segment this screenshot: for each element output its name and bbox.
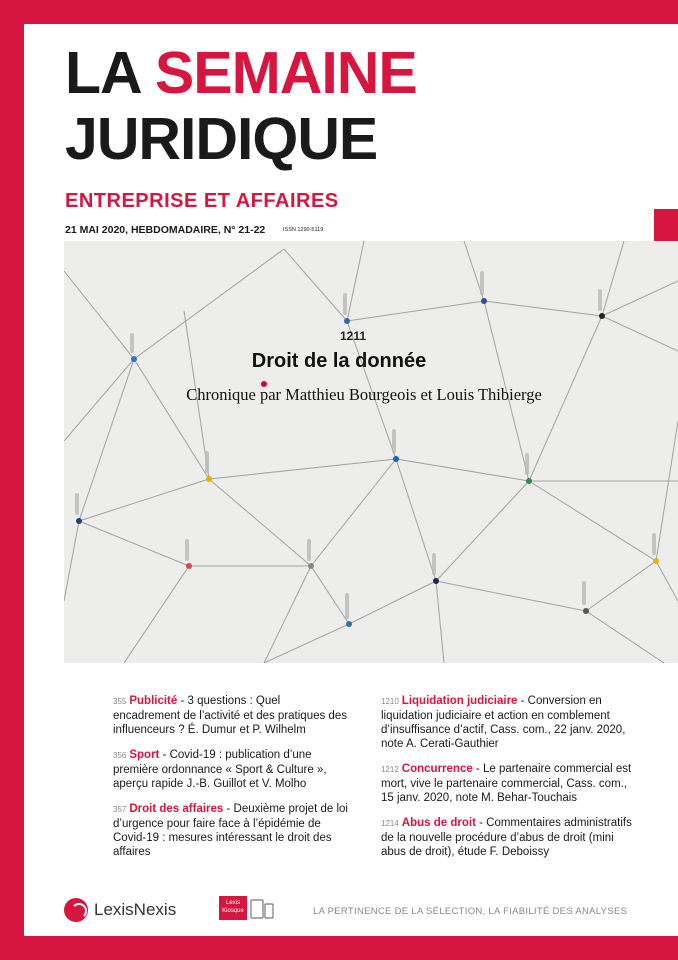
right-border-gap-bottom (654, 663, 678, 936)
feature-article-number: 1211 (340, 329, 367, 343)
network-illustration (64, 241, 678, 663)
cover-photo-network (64, 241, 678, 663)
bottom-border (0, 936, 678, 960)
masthead-title-line2: JURIDIQUE (65, 106, 378, 172)
masthead-subtitle: ENTREPRISE ET AFFAIRES (65, 190, 339, 212)
feature-title: Droit de la donnée (251, 350, 427, 372)
articles-right-column (381, 694, 636, 870)
article-item: 356 Sport - Covid-19 : publication d’une première ordonnance « Sport & Culture », aperçu rapide J.-B. Guillot et V. Molho (113, 749, 327, 790)
article-item: 1212 Concurrence - Le partenaire commercial est mort, vive le partenaire commercial, Cass. com., 15 janv. 2020, note M. Behar-Touchais (381, 763, 632, 804)
article-item: 357 Droit des affaires - Deuxième projet de loi d’urgence pour faire face à l’épidémie de Covid-19 : mesures intéressant le droit des affaires (113, 803, 348, 858)
article-item: 1210 Liquidation judiciaire - Conversion en liquidation judiciaire et action en comblement d’insuffisance d’actif, Cass. com., 22 janv. 2020, note A. Cerati-Gauthier (381, 695, 626, 750)
issn: ISSN 1290-5119 (283, 227, 324, 233)
masthead-title-line1: LA SEMAINE (65, 40, 417, 106)
left-border (0, 24, 24, 936)
lexisnexis-logo-icon (64, 898, 88, 922)
kiosque-badge: Lexis Kiosque (219, 896, 247, 920)
issue-dateline: 21 MAI 2020, HEBDOMADAIRE, N° 21-22 (65, 224, 266, 236)
footer-tagline: LA PERTINENCE DE LA SÉLECTION, LA FIABILITÉ DES ANALYSES (313, 906, 628, 917)
devices-icon (250, 897, 274, 921)
article-item: 1214 Abus de droit - Commentaires administratifs de la nouvelle procédure d’abus de droit (mini abus de droit), étude F. Deboissy (381, 817, 632, 858)
articles-left-column (113, 694, 348, 870)
brand-name: LexisNexis (94, 900, 177, 919)
right-border-gap-top (654, 24, 678, 209)
feature-subtitle: Chronique par Matthieu Bourgeois et Louis Thibierge (186, 385, 542, 404)
top-border (0, 0, 678, 24)
lexisnexis-logo (64, 896, 176, 924)
article-item: 355 Publicité - 3 questions : Quel encadrement de l’activité et des pratiques des influenceurs ? É. Dumur et P. Wilhelm (113, 695, 347, 736)
